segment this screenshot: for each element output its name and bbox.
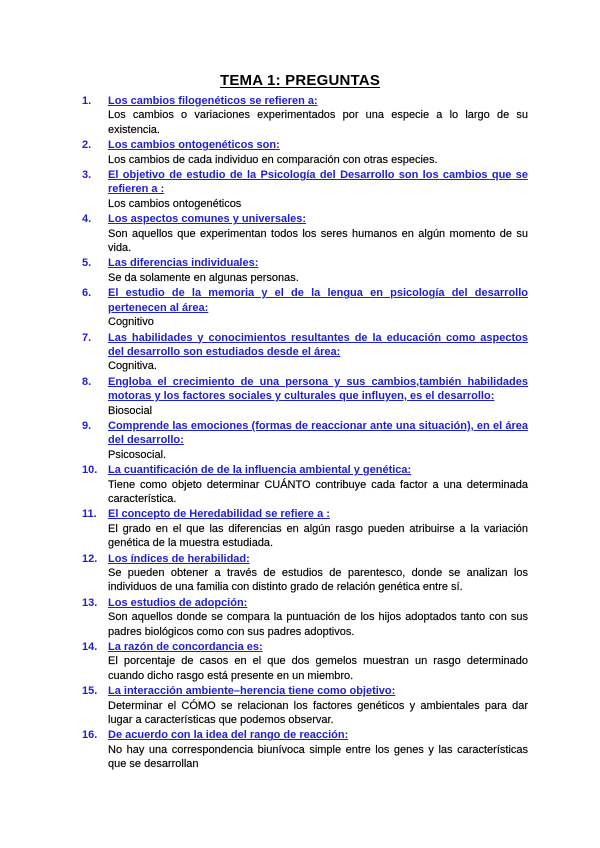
answer-text: Determinar el CÓMO se relacionan los factores genéticos y ambientales para dar lugar a características que podemos observar. xyxy=(108,699,528,727)
question-text: El concepto de Heredabilidad se refiere a : xyxy=(108,508,330,521)
list-item xyxy=(82,419,528,462)
answer-text: El porcentaje de casos en el que dos gemelos muestran un rasgo determinado cuando dicho rasgo está presente en un miembro. xyxy=(108,655,528,682)
question-number: 13. xyxy=(82,596,98,609)
question-list xyxy=(82,94,528,773)
answer-text: Los cambios de cada individuo en comparación con otras especies. xyxy=(108,153,438,166)
question-text: De acuerdo con la idea del rango de reacción: xyxy=(108,729,349,742)
question-text: Comprende las emociones (formas de reaccionar ante una situación), en el área del desarrollo: xyxy=(108,419,528,447)
list-item xyxy=(82,507,528,550)
question-number: 5. xyxy=(82,257,92,270)
answer-text: El grado en el que las diferencias en algún rasgo pueden atribuirse a la variación genética de la muestra estudiada. xyxy=(108,522,528,550)
question-number: 1. xyxy=(82,95,92,107)
question-text: Los aspectos comunes y universales: xyxy=(108,213,307,226)
question-text: Las diferencias individuales: xyxy=(108,257,259,270)
question-text: Los estudios de adopción: xyxy=(108,596,248,609)
question-number: 4. xyxy=(82,213,92,226)
answer-text: Se pueden obtener a través de estudios de parentesco, donde se analizan los individuos de una familia con distinto grado de relación genética entre sí. xyxy=(108,567,528,594)
question-number: 14. xyxy=(82,641,98,654)
question-text: Engloba el crecimiento de una persona y sus cambios,también habilidades motoras y los factores sociales y culturales que influyen, es el desarrollo: xyxy=(108,375,528,403)
question-number: 15. xyxy=(82,685,98,698)
answer-text: Se da solamente en algunas personas. xyxy=(108,271,299,284)
question-number: 7. xyxy=(82,331,92,344)
answer-text: Son aquellos que experimentan todos los seres humanos en algún momento de su vida. xyxy=(108,227,528,255)
answer-text: Cognitiva. xyxy=(108,360,157,373)
question-text: Los índices de herabilidad: xyxy=(108,552,250,565)
list-item xyxy=(82,463,528,506)
list-item xyxy=(82,728,528,771)
question-number: 8. xyxy=(82,375,92,388)
list-item xyxy=(82,375,528,418)
question-number: 3. xyxy=(82,169,92,182)
list-item xyxy=(82,331,528,374)
question-number: 16. xyxy=(82,729,98,742)
list-item xyxy=(82,138,528,167)
question-text: El estudio de la memoria y el de la lengua en psicología del desarrollo pertenecen al área: xyxy=(108,287,528,314)
question-text: Los cambios ontogenéticos son: xyxy=(108,139,280,152)
answer-text: Biosocial xyxy=(108,404,153,417)
answer-text: No hay una correspondencia biunívoca simple entre los genes y las características que se desarrollan xyxy=(108,743,528,771)
answer-text: Psicosocial. xyxy=(108,448,167,461)
page-title: TEMA 1: PREGUNTAS xyxy=(219,72,381,89)
question-text: La cuantificación de de la influencia ambiental y genética: xyxy=(108,464,412,477)
question-number: 6. xyxy=(82,287,92,300)
question-text: Los cambios filogenéticos se refieren a: xyxy=(108,95,318,107)
question-number: 12. xyxy=(82,552,98,565)
answer-text: Tiene como objeto determinar CUÁNTO contribuye cada factor a una determinada característica. xyxy=(108,478,528,505)
answer-text: Los cambios o variaciones experimentados por una especie a lo largo de su existencia. xyxy=(108,109,528,136)
answer-text: Cognitivo xyxy=(108,316,154,329)
question-text: La interacción ambiente–herencia tiene como objetivo: xyxy=(108,685,396,698)
question-number: 9. xyxy=(82,419,92,432)
answer-text: Son aquellos donde se compara la puntuación de los hijos adoptados tanto con sus padres biológicos como con sus padres adoptivos. xyxy=(108,611,528,638)
list-item xyxy=(82,596,528,639)
question-number: 10. xyxy=(82,464,98,477)
answer-text: Los cambios ontogenéticos xyxy=(108,197,242,210)
list-item xyxy=(82,640,528,683)
list-item xyxy=(82,212,528,255)
question-text: El objetivo de estudio de la Psicología del Desarrollo son los cambios que se refieren a : xyxy=(108,169,528,196)
list-item xyxy=(82,94,528,137)
question-text: La razón de concordancia es: xyxy=(108,641,263,654)
list-item xyxy=(82,286,528,329)
list-item xyxy=(82,684,528,727)
question-number: 2. xyxy=(82,139,92,152)
list-item xyxy=(82,168,528,211)
list-item xyxy=(82,256,528,285)
question-number: 11. xyxy=(82,508,97,521)
question-text: Las habilidades y conocimientos resultantes de la educación como aspectos del desarrollo son estudiados desde el área: xyxy=(108,331,528,358)
list-item xyxy=(82,552,528,595)
